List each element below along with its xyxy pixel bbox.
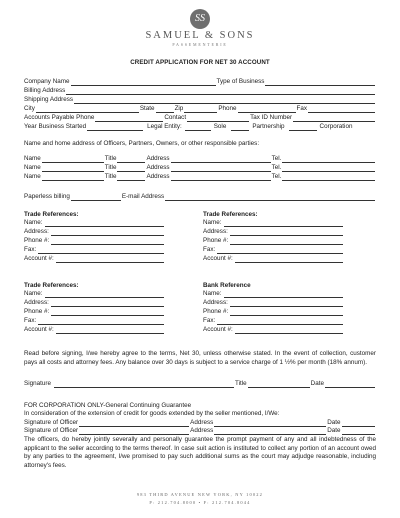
ref-name-field[interactable] xyxy=(45,291,164,298)
page-title: CREDIT APPLICATION FOR NET 30 ACCOUNT xyxy=(130,59,270,66)
officer-name-field[interactable] xyxy=(42,156,104,163)
ref-account-field[interactable] xyxy=(56,327,164,334)
shipping-address-row xyxy=(24,96,376,104)
corporation-label: Corporation xyxy=(319,123,353,130)
officer-date-field[interactable] xyxy=(342,420,375,427)
bank-reference-heading: Bank Reference xyxy=(203,282,251,289)
shipping-address-field[interactable] xyxy=(74,97,375,104)
ref-account-field[interactable] xyxy=(56,256,164,263)
signature-field[interactable] xyxy=(54,381,234,388)
officer-row: Name Title Address Tel. xyxy=(24,164,376,172)
legal-entity-row xyxy=(24,123,376,131)
sole-checkbox[interactable] xyxy=(185,124,211,131)
title-field[interactable] xyxy=(248,381,310,388)
type-of-business-field[interactable] xyxy=(265,79,375,86)
phone-field[interactable] xyxy=(238,106,296,113)
billing-address-label: Billing Address xyxy=(24,87,66,94)
tax-id-label: Tax ID Number xyxy=(250,114,293,121)
date-field[interactable] xyxy=(325,381,375,388)
officer-tel-field[interactable] xyxy=(282,174,375,181)
fax-label: Fax xyxy=(296,105,308,112)
trade-reference-3: Name: Address: Phone #: Fax: Account #: xyxy=(24,289,164,334)
ref-phone-field[interactable] xyxy=(51,238,164,245)
year-started-field[interactable] xyxy=(87,124,143,131)
officer-address-field[interactable] xyxy=(214,428,326,435)
brand-subtitle: PASSEMENTERIE xyxy=(172,42,228,47)
trade-reference-1: Name: Address: Phone #: Fax: Account #: xyxy=(24,218,164,263)
footer-contact: P: 212.704.8000 • F: 212.704.8044 xyxy=(149,500,251,505)
state-field[interactable] xyxy=(156,106,174,113)
ref-address-field[interactable] xyxy=(51,229,164,236)
title-label: Title xyxy=(234,380,247,387)
type-of-business-label: Type of Business xyxy=(216,78,265,85)
state-label: State xyxy=(139,105,155,112)
officer-address-field[interactable] xyxy=(171,174,271,181)
shipping-address-label: Shipping Address xyxy=(24,96,74,103)
trade-references-heading: Trade References: xyxy=(24,211,79,218)
officer-name-field[interactable] xyxy=(42,174,104,181)
paperless-billing-field[interactable] xyxy=(71,194,121,201)
bank-phone-field[interactable] xyxy=(230,309,343,316)
phone-label: Phone xyxy=(218,105,237,112)
officer-signature-row: Signature of Officer Address Date xyxy=(24,419,376,427)
billing-address-row xyxy=(24,87,376,95)
officer-title-field[interactable] xyxy=(117,174,145,181)
monogram-icon: SS xyxy=(190,9,210,29)
officer-tel-field[interactable] xyxy=(282,165,375,172)
ref-address-field[interactable] xyxy=(51,300,164,307)
zip-label: Zip xyxy=(174,105,184,112)
ref-fax-field[interactable] xyxy=(38,247,164,254)
company-name-row xyxy=(24,78,376,86)
trade-reference-2: Name: Address: Phone #: Fax: Account #: xyxy=(203,218,343,263)
officer-tel-field[interactable] xyxy=(282,156,375,163)
city-row xyxy=(24,105,376,113)
ref-name-field[interactable] xyxy=(45,220,164,227)
officer-name-field[interactable] xyxy=(42,165,104,172)
bank-address-field[interactable] xyxy=(230,300,343,307)
ref-name-field[interactable] xyxy=(224,220,343,227)
terms-paragraph: Read before signing, I/we hereby agree to the terms, Net 30, unless otherwise stated. In the event of collection, customer pays all costs and attorney fees. Any balance over 30 days is subject to a service charge of 1 ½% per month (18% annum). xyxy=(24,350,376,366)
company-name-field[interactable] xyxy=(71,79,216,86)
ref-fax-field[interactable] xyxy=(38,318,164,325)
accounts-payable-row xyxy=(24,114,376,122)
fax-field[interactable] xyxy=(308,106,375,113)
ref-address-field[interactable] xyxy=(230,229,343,236)
bank-reference: Name: Address: Phone #: Fax: Account #: xyxy=(203,289,343,334)
signature-label: Signature xyxy=(24,380,51,387)
partnership-checkbox[interactable] xyxy=(231,124,249,131)
contact-label: Contact xyxy=(164,114,187,121)
zip-field[interactable] xyxy=(184,106,217,113)
bank-name-field[interactable] xyxy=(224,291,343,298)
sole-label: Sole xyxy=(213,123,227,130)
paperless-billing-label: Paperless billing xyxy=(24,193,70,200)
ref-account-field[interactable] xyxy=(235,256,343,263)
accounts-payable-phone-field[interactable] xyxy=(95,115,163,122)
officer-signature-row: Signature of Officer Address Date xyxy=(24,427,376,435)
signature-row xyxy=(24,380,376,388)
legal-entity-label: Legal Entity: xyxy=(147,123,182,130)
ref-fax-field[interactable] xyxy=(217,247,343,254)
officer-title-field[interactable] xyxy=(117,156,145,163)
city-label: City xyxy=(24,105,35,112)
tax-id-field[interactable] xyxy=(293,115,375,122)
guarantee-consideration: In consideration of the extension of credit for goods extended by the seller mentioned, I/We: xyxy=(24,410,280,417)
city-field[interactable] xyxy=(36,106,139,113)
bank-account-field[interactable] xyxy=(235,327,343,334)
officer-address-field[interactable] xyxy=(214,420,326,427)
trade-references-heading: Trade References: xyxy=(24,282,79,289)
billing-address-field[interactable] xyxy=(66,88,375,95)
email-field[interactable] xyxy=(165,194,375,201)
ref-phone-field[interactable] xyxy=(51,309,164,316)
ref-phone-field[interactable] xyxy=(230,238,343,245)
officer-signature-field[interactable] xyxy=(79,420,189,427)
guarantee-heading: FOR CORPORATION ONLY-General Continuing Guarantee xyxy=(24,402,192,409)
accounts-payable-phone-label: Accounts Payable Phone xyxy=(24,114,95,121)
officer-row: Name Title Address Tel. xyxy=(24,155,376,163)
year-started-label: Year Business Started xyxy=(24,123,87,130)
email-label: E-mail Address xyxy=(121,193,165,200)
date-label: Date xyxy=(310,380,324,387)
officer-address-field[interactable] xyxy=(171,165,271,172)
officer-row: Name Title Address Tel. xyxy=(24,173,376,181)
company-name-label: Company Name xyxy=(24,78,70,85)
bank-fax-field[interactable] xyxy=(217,318,343,325)
company-logo xyxy=(0,8,400,47)
brand-name: SAMUEL & SONS xyxy=(145,30,255,41)
corporation-checkbox[interactable] xyxy=(289,124,317,131)
guarantee-paragraph: The officers, do hereby jointly severally and personally guarantee the prompt payment of any and all indebtedness of the applicant to the seller according to the terms thereof. In case suit action is instituted to collect any portion of an account owed by any parties to the agreement, I/we promised to pay such additional sums as the court may adjudge reasonable, including attorney's fees. xyxy=(24,436,376,469)
partnership-label: Partnership xyxy=(252,123,285,130)
trade-references-heading: Trade References: xyxy=(203,211,258,218)
officer-title-field[interactable] xyxy=(117,165,145,172)
officer-date-field[interactable] xyxy=(342,428,375,435)
paperless-row xyxy=(24,193,376,201)
contact-field[interactable] xyxy=(187,115,249,122)
officer-address-field[interactable] xyxy=(171,156,271,163)
officer-signature-field[interactable] xyxy=(79,428,189,435)
footer-address: 983 THIRD AVENUE NEW YORK, NY 10022 xyxy=(136,492,264,497)
officers-intro: Name and home address of Officers, Partners, Owners, or other responsible parties: xyxy=(24,140,260,147)
